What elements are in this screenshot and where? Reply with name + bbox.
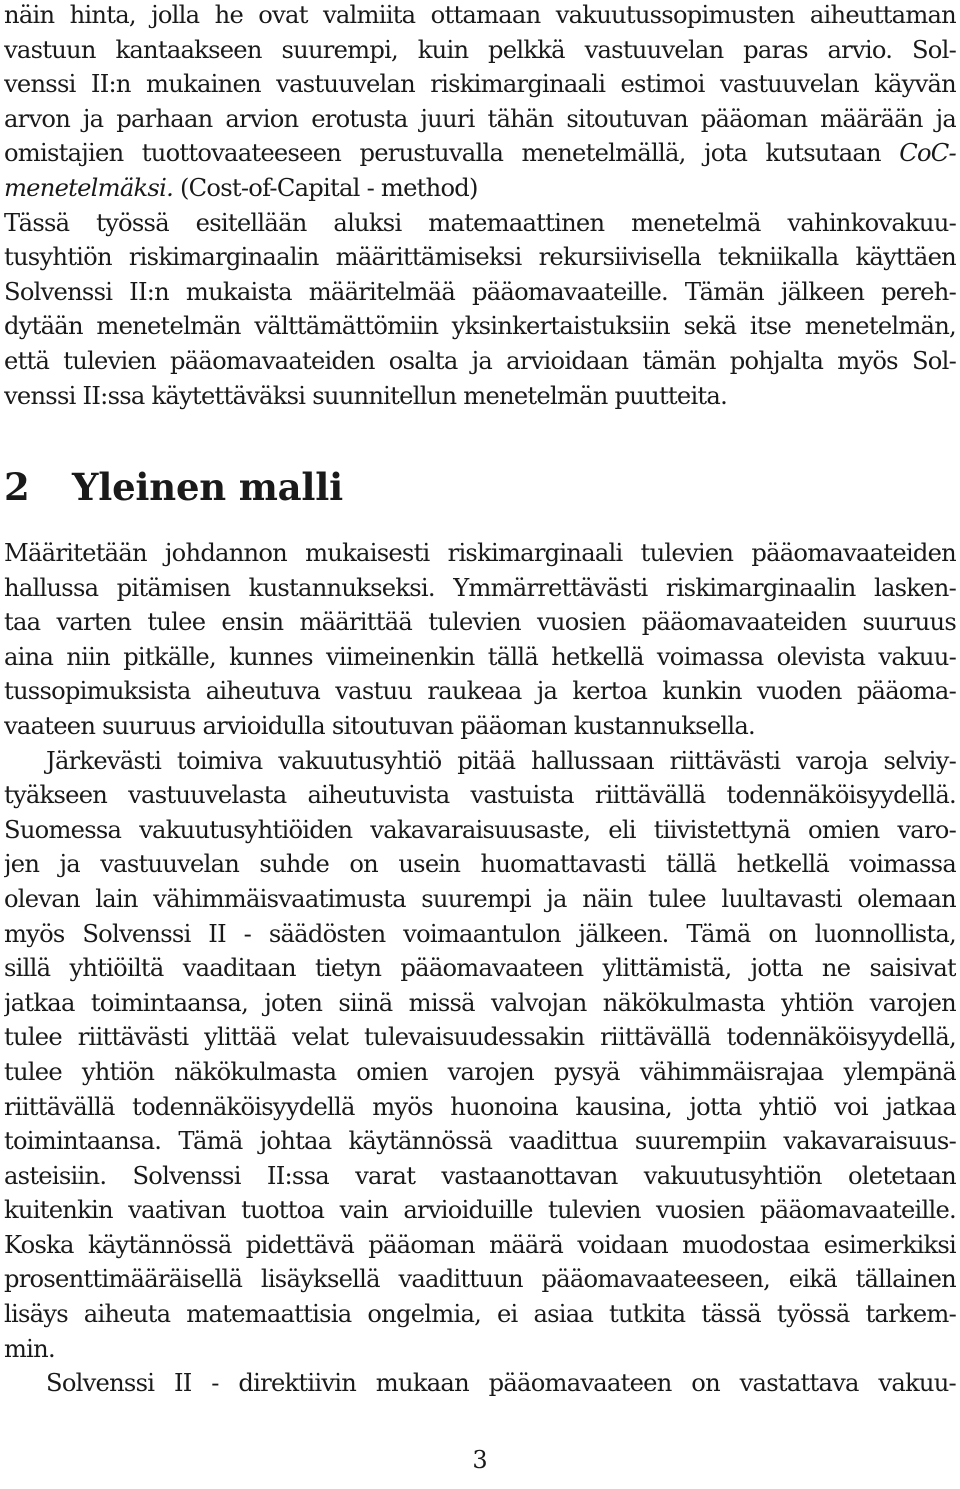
text-line: toimintaansa. Tämä johtaa käytännössä vaadittua suurempiin vakavaraisuus- — [4, 1127, 956, 1156]
text-line: jatkaa toimintaansa, joten siinä missä valvojan näkökulmasta yhtiön varojen — [4, 988, 956, 1017]
text-line: tulee yhtiön näkökulmasta omien varojen pysyä vähimmäisrajaa ylempänä — [4, 1057, 956, 1086]
text-line: venssi II:ssa käytettäväksi suunnitellun menetelmän puutteita. — [4, 381, 728, 410]
text-line: riittävällä todennäköisyydellä myös huonoina kausina, jotta yhtiö voi jatkaa — [4, 1092, 956, 1121]
section-number: 2 — [4, 465, 30, 509]
text-line: aina niin pitkälle, kunnes viimeinenkin tällä hetkellä voimassa olevista vakuu- — [4, 642, 956, 671]
text-line: näin hinta, jolla he ovat valmiita ottamaan vakuutussopimusten aiheuttaman — [4, 1, 956, 29]
intro-paragraph — [4, 0, 956, 413]
text-line: taa varten tulee ensin määrittää tulevien vuosien pääomavaateiden suuruus — [4, 608, 956, 637]
text-line: hallussa pitämisen kustannukseksi. Ymmärrettävästi riskimarginaalin lasken- — [4, 573, 956, 602]
text-line: Määritetään johdannon mukaisesti riskimarginaali tulevien pääomavaateiden — [4, 539, 956, 567]
text-line: tusyhtiön riskimarginaalin määrittämiseksi rekursiivisella tekniikalla käyttäen — [4, 243, 956, 272]
text-line: lisäys aiheuta matemaattisia ongelmia, ei asiaa tutkita tässä työssä tarkem- — [4, 1300, 956, 1329]
text-line: tyäkseen vastuuvelasta aiheutuvista vastuista riittävällä todennäköisyydellä. — [4, 781, 956, 810]
coc-term-cont: menetelmäksi. — [4, 173, 174, 202]
page-number: 3 — [472, 1446, 488, 1474]
text-line: min. — [4, 1334, 55, 1363]
text-line: sillä yhtiöiltä vaaditaan tietyn pääomavaateen ylittämistä, jotta ne saisivat — [4, 954, 956, 983]
text-line: jen ja vastuuvelan suhde on usein huomattavasti tällä hetkellä voimassa — [4, 850, 956, 879]
text-line: Suomessa vakuutusyhtiöiden vakavaraisuusaste, eli tiivistettynä omien varo- — [4, 815, 956, 844]
text-line: prosenttimääräisellä lisäyksellä vaadittuun pääomavaateeseen, eikä tällainen — [4, 1265, 956, 1294]
text-line: olevan lain vähimmäisvaatimusta suurempi ja näin tulee luultavasti olemaan — [4, 884, 956, 913]
text-line — [4, 171, 956, 206]
text-line: Solvenssi II:n mukaista määritelmää pääomavaateille. Tämän jälkeen pereh- — [4, 277, 956, 306]
text-line — [4, 136, 956, 171]
coc-explanation: (Cost-of-Capital - method) — [179, 173, 478, 202]
text-line: arvon ja parhaan arvion erotusta juuri tähän sitoutuvan pääoman määrään ja — [4, 104, 956, 133]
text-line: myös Solvenssi II - säädösten voimaantulon jälkeen. Tämä on luonnollista, — [4, 919, 956, 948]
text-run: omistajien tuottovaateeseen perustuvalla menetelmällä, jota kutsutaan — [4, 139, 881, 168]
text-line: Tässä työssä esitellään aluksi matemaattinen menetelmä vahinkovakuu- — [4, 208, 956, 237]
coc-term: CoC- — [899, 139, 956, 168]
text-line: Solvenssi II - direktiivin mukaan pääomavaateen on vastattava vakuu- — [46, 1369, 956, 1398]
text-line: Järkevästi toimiva vakuutusyhtiö pitää hallussaan riittävästi varoja selviy- — [46, 746, 956, 775]
text-line: vastuun kantaakseen suurempi, kuin pelkkä vastuuvelan paras arvio. Sol- — [4, 35, 956, 64]
text-line: vaateen suuruus arvioidulla sitoutuvan pääoman kustannuksella. — [4, 711, 755, 740]
section-heading — [4, 462, 343, 512]
text-line: tussopimuksista aiheutuva vastuu raukeaa ja kertoa kunkin vuoden pääoma- — [4, 677, 956, 706]
text-line: venssi II:n mukainen vastuuvelan riskimarginaali estimoi vastuuvelan käyvän — [4, 70, 956, 99]
text-line: dytään menetelmän välttämättömiin yksinkertaistuksiin sekä itse menetelmän, — [4, 312, 956, 341]
text-line: kuitenkin vaativan tuottoa vain arvioiduille tulevien vuosien pääomavaateille. — [4, 1196, 956, 1225]
section-title: Yleinen malli — [72, 465, 343, 509]
text-line: asteisiin. Solvenssi II:ssa varat vastaanottavan vakuutusyhtiön oletetaan — [4, 1161, 956, 1190]
body-text — [4, 536, 956, 1401]
text-line: Koska käytännössä pidettävä pääoman määrä voidaan muodostaa esimerkiksi — [4, 1230, 956, 1259]
text-line: että tulevien pääomavaateiden osalta ja arvioidaan tämän pohjalta myös Sol- — [4, 346, 956, 375]
text-line: tulee riittävästi ylittää velat tulevaisuudessakin riittävällä todennäköisyydellä, — [4, 1023, 956, 1052]
